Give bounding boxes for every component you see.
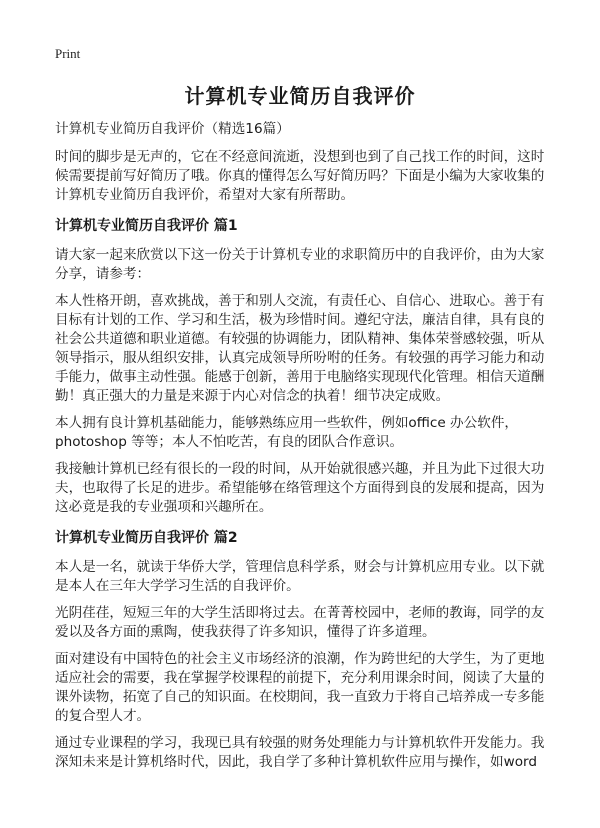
paragraph: 请大家一起来欣赏以下这一份关于计算机专业的求职简历中的自我评价，由为大家分享，请参考： <box>55 247 545 282</box>
page-title: 计算机专业简历自我评价 <box>184 84 416 108</box>
section-heading: 计算机专业简历自我评价 篇1 <box>55 218 238 234</box>
print-link[interactable]: Print <box>55 46 81 61</box>
section-heading: 计算机专业简历自我评价 篇2 <box>55 530 238 546</box>
paragraph: 光阴荏荏，短短三年的大学生活即将过去。在菁菁校园中，老师的教诲，同学的友爱以及各方面的熏陶，使我获得了许多知识，懂得了许多道理。 <box>55 605 545 640</box>
paragraph: 通过专业课程的学习，我现已具有较强的财务处理能力与计算机软件开发能力。我深知未来是计算机络时代，因此，我自学了多种计算机软件应用与操作，如word <box>55 735 545 770</box>
paragraph: 本人拥有良计算机基础能力，能够熟练应用一些软件，例如office 办公软件，photoshop 等等；本人不怕吃苦，有良的团队合作意识。 <box>55 415 519 450</box>
paragraph: 我接触计算机已经有很长的一段的时间，从开始就很感兴趣，并且为此下过很大功夫，也取得了长足的进步。希望能够在络管理这个方面得到良的发展和提高，因为这必竟是我的专业强项和兴趣所在。 <box>55 461 545 515</box>
paragraph: 面对建设有中国特色的社会主义市场经济的浪潮，作为跨世纪的大学生，为了更地适应社会的需要，我在掌握学校课程的前提下，充分利用课余时间，阅读了大量的课外读物，拓宽了自己的知识面。在校期间，我一直致力于将自己培养成一专多能的复合型人才。 <box>55 651 545 724</box>
paragraph: 本人是一名，就读于华侨大学，管理信息科学系，财会与计算机应用专业。以下就是本人在三年大学学习生活的自我评价。 <box>55 559 545 594</box>
subtitle: 计算机专业简历自我评价（精选16篇） <box>55 121 290 137</box>
intro-paragraph: 时间的脚步是无声的，它在不经意间流逝，没想到也到了自己找工作的时间，这时候需要提前写好简历了哦。你真的懂得怎么写好简历吗？下面是小编为大家收集的计算机专业简历自我评价，希望对大家有所帮助。 <box>55 149 545 203</box>
paragraph: 本人性格开朗，喜欢挑战，善于和别人交流，有责任心、自信心、进取心。善于有目标有计划的工作、学习和生活，极为珍惜时间。遵纪守法，廉洁自律，具有良的社会公共道德和职业道德。有较强的协调能力，团队精神、集体荣誉感较强，听从领导指示，服从组织安排，认真完成领导所吩咐的任务。有较强的再学习能力和动手能力，做事主动性强。能感于创新，善用于电脑络实现现代化管理。相信天道酬勤！真正强大的力量是来源于内心对信念的执着！细节决定成败。 <box>55 293 545 404</box>
document-body <box>55 120 547 780</box>
